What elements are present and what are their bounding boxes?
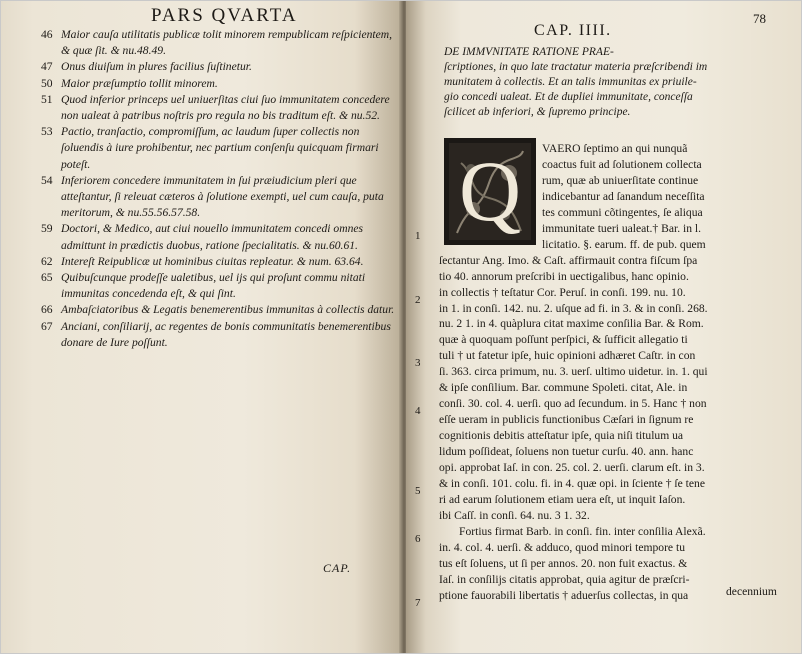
main-text <box>415 141 776 609</box>
summary-entry <box>41 59 396 75</box>
text-line: Fortius firmat Barb. in conſi. fin. inter conſilia Alexã. <box>459 524 706 538</box>
summary-entry <box>41 302 396 318</box>
entry-text: Inferiorem concedere immunitatem in ſui præiudicium pleri que atteſtantur, ſi releuat cæteros à ſolutione exempti, uel cum cauſa, puta meritorum, & nu.55.56.57.58. <box>61 173 384 220</box>
text-line: VAERO ſeptimo an qui nunquã <box>542 142 688 155</box>
margin-number: 2 <box>415 293 421 306</box>
chapter-title: CAP. IIII. <box>534 22 612 39</box>
text-line: ſi. 363. circa primum, nu. 3. uerſ. ultimo uidetur. in. 1. qui <box>439 365 708 379</box>
text-line: tes communi cõtingentes, ſe aliqua <box>542 205 703 219</box>
text-line: rum, quæ ab uniuerſitate continue <box>542 173 699 187</box>
entry-text: Onus diuiſum in plures facilius ſuſtinetur. <box>61 60 252 74</box>
entry-number: 53 <box>41 125 53 139</box>
text-line: opi. approbat Iaſ. in con. 25. col. 2. uerſi. clarum eſt. in 3. <box>439 461 705 475</box>
text-line: conſi. 30. col. 4. uerſi. quo ad ſecundum. in 5. Hanc † non <box>439 397 707 411</box>
margin-number: 5 <box>415 484 421 497</box>
summary-line: munitatem à collectis. Et an talis immunitas ex priuile- <box>444 76 697 88</box>
summary-line: ſcriptiones, in quo late tractatur materia præſcribendi im <box>444 61 708 73</box>
text-line: coactus fuit ad ſolutionem collecta <box>542 157 702 171</box>
text-line: Iaſ. in conſilijs citatis approbat, quia agitur de præſcri- <box>439 572 690 586</box>
entry-text: Maior cauſa utilitatis publicæ tolit minorem rempublicam reſpicientem, & quæ ſit. & nu.48.49. <box>61 28 393 58</box>
text-line: ſectantur Ang. Imo. & Caſt. affirmauit contra fiſcum ſpa <box>439 253 698 267</box>
entry-text: Anciani, conſiliarij, ac regentes de bonis communitatis benemerentibus donare de Iure poſſunt. <box>61 319 391 349</box>
text-line: ibi Caſſ. in conſi. 64. nu. 3 1. 32. <box>439 508 590 522</box>
text-line: ri ad earum ſolutionem etiam uera eſt, ut inquit Iaſon. <box>439 492 686 506</box>
text-line: in collectis † teſtatur Cor. Peruſ. in conſi. 199. nu. 10. <box>439 285 686 299</box>
text-line: in 1. in conſi. 142. nu. 2. uſque ad fi. in 3. & in conſi. 268. <box>439 301 708 315</box>
summary-line: DE IMMVNITATE RATIONE PRAE- <box>444 46 614 58</box>
entry-number: 67 <box>41 319 53 333</box>
entry-number: 46 <box>41 28 53 41</box>
left-page <box>1 1 403 653</box>
margin-number: 6 <box>415 532 421 545</box>
summary-entry <box>41 270 396 302</box>
entry-number: 66 <box>41 303 53 317</box>
body-lines <box>439 141 776 604</box>
entry-text: Quod inferior princeps uel uniuerſitas ciui ſuo immunitatem concedere non ualeat à patribus noſtris pro regula no bis traditum eſt. & nu.52. <box>61 92 390 123</box>
right-page <box>406 1 801 653</box>
entry-text: Doctori, & Medico, aut ciui nouello immunitatem concedi omnes admittunt in prædictis duobus, ratione ſpecialitatis. & nu.60.61. <box>61 222 364 252</box>
entry-text: Quibuſcunque prodeſſe ualetibus, uel ijs qui proſunt commu nitati immunitas concedenda eſt, & qui ſint. <box>61 271 366 301</box>
text-line: lidum poſſideat, ſoluens non tuetur curſu. 40. ann. hanc <box>439 445 694 459</box>
entry-number: 59 <box>41 222 53 236</box>
entry-text: Pactio, tranſactio, compromiſſum, ac laudum ſuper collectis non ſoluendis à iure prohibentur, nec partium conſenſu quicquam firmari poteſt. <box>61 125 379 171</box>
entry-number: 47 <box>41 60 53 74</box>
summary-entry <box>41 254 396 270</box>
summary-entry <box>41 319 396 351</box>
entry-text: Ambaſciatoribus & Legatis benemerentibus immunitas à collectis datur. <box>61 303 395 317</box>
catchword-left: CAP. <box>323 561 352 575</box>
summary-entry <box>41 124 396 173</box>
entry-text: Maior præſumptio tollit minorem. <box>61 76 218 90</box>
summary-entry <box>41 173 396 222</box>
text-line: tus eſt ſoluens, ut ſi per annos. 20. non fuit exactus. & <box>439 556 688 570</box>
text-line: ptione fauorabili libertatis † aduerſus collectas, in qua <box>439 588 689 602</box>
summary-entry <box>41 76 396 92</box>
entry-number: 51 <box>41 92 53 106</box>
text-line: indicebantur ad ſanandum neceſſita <box>542 189 705 203</box>
summary-line: gio concedi ualeat. Et de dupliei immunitate, conceſſa <box>444 91 693 103</box>
entry-number: 54 <box>41 173 53 187</box>
margin-number: 1 <box>415 229 421 242</box>
margin-number: 3 <box>415 357 421 370</box>
margin-number: 4 <box>415 405 421 418</box>
entry-text: Intereſt Reipublicæ ut hominibus ciuitas repleatur. & num. 63.64. <box>61 254 364 268</box>
initial-letter: Q <box>458 143 522 239</box>
catchword-right: decennium <box>726 585 777 598</box>
text-line: cognitionis debitis atteſtatur ipſe, quia niſi titulum ua <box>439 429 684 443</box>
text-line: in. 4. col. 4. uerſi. & adduco, quod minori tempore tu <box>439 540 685 554</box>
book-spread <box>1 1 801 653</box>
text-line: licitatio. §. earum. ff. de pub. quem <box>542 237 706 251</box>
text-line: tuli † ut fatetur ipſe, huic opinioni adhæret Caſtr. in con <box>439 349 696 363</box>
summary-entry <box>41 92 396 124</box>
summary-entry <box>41 27 396 59</box>
text-line: & in conſi. 101. colu. fi. in 4. quæ opi. in ſciente † ſe tene <box>439 477 705 491</box>
entry-number: 50 <box>41 76 53 90</box>
running-head: PARS QVARTA <box>151 5 298 26</box>
entry-number: 62 <box>41 254 53 268</box>
margin-number: 7 <box>415 596 421 609</box>
summary-line: ſcilicet ab inferiori, & ſupremo principe. <box>444 106 631 118</box>
entry-number: 65 <box>41 271 53 285</box>
text-line: immunitate tueri ualeat.† Bar. in l. <box>542 221 702 235</box>
text-line: nu. 2 1. in 4. quàplura citat maxime conſilia Bar. & Rom. <box>439 317 704 331</box>
text-line: eſſe ueram in publicis functionibus Cæſari in ſignum re <box>439 413 694 427</box>
text-line: & ipſe conſilium. Bar. commune Spoleti. citat, Ale. in <box>439 381 688 395</box>
summary-list <box>41 27 396 351</box>
text-line: tio 40. annorum preſcribi in uectigalibus, hanc opinio. <box>439 269 689 283</box>
summary-entry <box>41 221 396 253</box>
chapter-summary <box>444 45 776 120</box>
page-number: 78 <box>753 11 766 26</box>
text-line: quæ à quoquam poſſunt perſpici, & ſufficit allegatio ti <box>439 333 688 347</box>
